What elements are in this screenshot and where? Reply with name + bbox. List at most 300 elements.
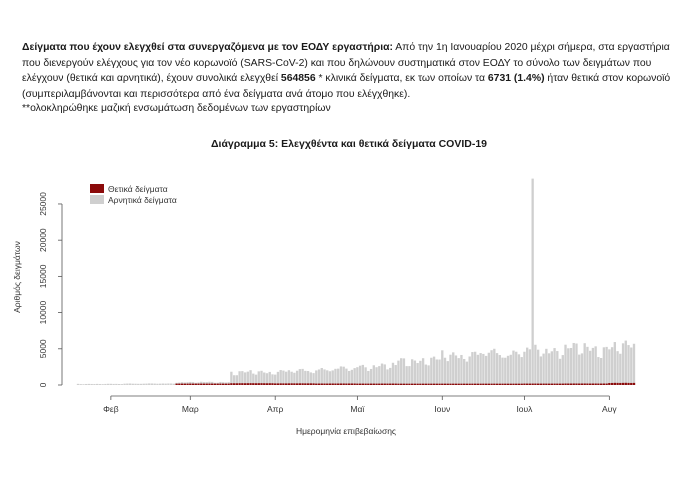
bar-positive-2020-03-12 — [219, 384, 221, 385]
bar-negative-2020-03-22 — [247, 372, 249, 385]
bar-negative-2020-05-31 — [438, 360, 440, 385]
bar-negative-2020-07-31 — [605, 347, 607, 385]
bar-negative-2020-05-17 — [400, 358, 402, 385]
bar-negative-2020-02-18 — [156, 384, 158, 385]
bar-positive-2020-04-13 — [307, 383, 309, 385]
bar-negative-2020-01-21 — [80, 384, 82, 385]
bar-positive-2020-03-05 — [200, 384, 202, 385]
bar-positive-2020-07-11 — [551, 384, 553, 385]
bar-positive-2020-07-12 — [553, 384, 555, 385]
bar-negative-2020-05-13 — [389, 368, 391, 385]
bar-negative-2020-02-01 — [110, 384, 112, 385]
bar-positive-2020-04-16 — [315, 384, 317, 385]
bar-positive-2020-04-18 — [321, 384, 323, 385]
bar-negative-2020-06-17 — [485, 356, 487, 385]
bar-positive-2020-04-10 — [299, 383, 301, 385]
bar-positive-2020-04-01 — [274, 383, 276, 385]
bar-negative-2020-05-30 — [436, 359, 438, 385]
bar-positive-2020-04-05 — [285, 383, 287, 385]
bar-positive-2020-04-04 — [282, 383, 284, 385]
bar-positive-2020-06-23 — [501, 384, 503, 385]
bar-negative-2020-02-02 — [112, 384, 114, 385]
bar-positive-2020-03-29 — [266, 383, 268, 385]
bar-negative-2020-08-07 — [625, 341, 627, 385]
bar-positive-2020-06-05 — [452, 384, 454, 385]
bar-negative-2020-02-20 — [162, 384, 164, 385]
bar-negative-2020-03-27 — [260, 371, 262, 385]
positive-count-value: 6731 — [487, 73, 512, 84]
bar-negative-2020-07-15 — [562, 355, 564, 385]
bar-negative-2020-02-03 — [115, 384, 117, 385]
bar-negative-2020-06-20 — [493, 349, 495, 385]
bar-negative-2020-06-09 — [463, 359, 465, 385]
bar-positive-2020-02-26 — [178, 384, 180, 385]
bar-negative-2020-08-06 — [622, 343, 624, 385]
bar-negative-2020-05-28 — [430, 358, 432, 385]
bar-negative-2020-06-15 — [479, 353, 481, 385]
bar-positive-2020-04-28 — [348, 384, 350, 385]
bar-positive-2020-05-29 — [433, 384, 435, 385]
bar-negative-2020-04-08 — [293, 373, 295, 385]
bar-positive-2020-03-25 — [255, 383, 257, 385]
bar-positive-2020-08-09 — [630, 383, 632, 385]
y-tick-label-20000: 20000 — [38, 228, 48, 252]
bar-negative-2020-04-23 — [334, 369, 336, 385]
bar-negative-2020-07-05 — [534, 345, 536, 385]
legend-label-positive: Θετικά δείγματα — [108, 184, 168, 194]
bar-positive-2020-05-16 — [397, 384, 399, 385]
bar-negative-2020-07-01 — [523, 352, 525, 385]
bar-negative-2020-07-10 — [548, 353, 550, 385]
bar-positive-2020-03-17 — [233, 383, 235, 385]
legend-label-negative: Αρνητικά δείγματα — [108, 195, 177, 205]
bar-positive-2020-07-07 — [540, 384, 542, 385]
bar-positive-2020-04-15 — [312, 383, 314, 385]
bar-positive-2020-05-12 — [386, 384, 388, 385]
bar-negative-2020-06-27 — [512, 351, 514, 385]
bar-positive-2020-06-20 — [493, 384, 495, 385]
bar-positive-2020-06-10 — [466, 384, 468, 385]
bar-positive-2020-05-21 — [411, 384, 413, 385]
bar-negative-2020-04-13 — [307, 371, 309, 385]
bar-negative-2020-07-24 — [586, 347, 588, 385]
bar-positive-2020-05-05 — [367, 384, 369, 385]
bar-negative-2020-06-25 — [507, 356, 509, 385]
bar-positive-2020-03-04 — [197, 384, 199, 385]
bar-negative-2020-07-02 — [526, 348, 528, 385]
bar-negative-2020-06-01 — [441, 350, 443, 385]
bar-positive-2020-03-23 — [249, 383, 251, 385]
bar-positive-2020-05-14 — [392, 384, 394, 385]
bar-positive-2020-03-28 — [263, 383, 265, 385]
bar-negative-2020-07-12 — [553, 348, 555, 385]
bar-positive-2020-02-29 — [186, 384, 188, 385]
bar-positive-2020-04-21 — [329, 384, 331, 385]
bar-negative-2020-06-24 — [504, 358, 506, 385]
bar-negative-2020-07-21 — [578, 355, 580, 385]
bar-positive-2020-07-29 — [600, 384, 602, 385]
bar-positive-2020-07-08 — [542, 384, 544, 385]
bar-positive-2020-06-21 — [496, 384, 498, 385]
bar-negative-2020-07-23 — [584, 343, 586, 385]
bar-positive-2020-03-18 — [236, 383, 238, 385]
bar-positive-2020-03-26 — [258, 383, 260, 385]
bar-positive-2020-04-23 — [334, 384, 336, 385]
bar-negative-2020-05-21 — [411, 359, 413, 385]
bar-negative-2020-07-08 — [542, 354, 544, 385]
bar-positive-2020-04-02 — [277, 383, 279, 385]
bar-negative-2020-02-09 — [132, 384, 134, 385]
bar-positive-2020-06-12 — [471, 384, 473, 385]
bar-negative-2020-04-29 — [351, 370, 353, 385]
bar-positive-2020-03-10 — [214, 384, 216, 385]
bar-negative-2020-04-11 — [301, 369, 303, 385]
bar-negative-2020-04-28 — [348, 371, 350, 385]
bar-positive-2020-04-09 — [296, 383, 298, 385]
bar-positive-2020-03-19 — [238, 383, 240, 385]
bar-positive-2020-07-16 — [564, 383, 566, 385]
bar-positive-2020-07-06 — [537, 384, 539, 385]
bar-negative-2020-04-30 — [353, 368, 355, 385]
bar-negative-2020-06-26 — [510, 355, 512, 385]
bar-negative-2020-06-06 — [455, 355, 457, 385]
bar-negative-2020-07-06 — [537, 350, 539, 385]
bar-negative-2020-06-14 — [477, 355, 479, 385]
bar-positive-2020-03-22 — [247, 383, 249, 385]
chart-title: Διάγραμμα 5: Ελεγχθέντα και θετικά δείγματα COVID-19 — [210, 138, 488, 150]
bar-positive-2020-05-15 — [395, 384, 397, 385]
bar-positive-2020-06-02 — [444, 384, 446, 385]
bar-positive-2020-03-11 — [217, 384, 219, 385]
bar-positive-2020-06-30 — [521, 384, 523, 385]
bar-negative-2020-04-15 — [312, 373, 314, 385]
bar-negative-2020-05-16 — [397, 361, 399, 385]
bar-negative-2020-04-06 — [288, 370, 290, 385]
x-tick-label-3: Μαϊ — [350, 404, 365, 414]
bar-negative-2020-06-19 — [490, 350, 492, 385]
bar-negative-2020-01-25 — [91, 384, 93, 385]
bar-positive-2020-07-09 — [545, 384, 547, 385]
bar-negative-2020-04-26 — [343, 367, 345, 385]
bar-negative-2020-01-22 — [82, 384, 84, 385]
bar-negative-2020-05-02 — [359, 366, 361, 385]
bar-positive-2020-04-22 — [332, 383, 334, 385]
bar-negative-2020-02-10 — [134, 384, 136, 385]
bar-negative-2020-02-17 — [154, 384, 156, 385]
bar-negative-2020-08-04 — [616, 351, 618, 385]
bar-negative-2020-07-29 — [600, 358, 602, 385]
bar-negative-2020-06-13 — [474, 352, 476, 385]
bar-negative-2020-05-03 — [362, 365, 364, 385]
bar-positive-2020-05-02 — [359, 384, 361, 385]
bar-positive-2020-04-27 — [345, 384, 347, 385]
bar-positive-2020-07-24 — [586, 384, 588, 385]
bar-positive-2020-04-11 — [301, 383, 303, 385]
bar-negative-2020-04-22 — [332, 370, 334, 385]
bar-negative-2020-07-09 — [545, 349, 547, 385]
bar-negative-2020-03-16 — [230, 372, 232, 385]
bar-positive-2020-07-14 — [559, 384, 561, 385]
bar-negative-2020-07-20 — [575, 344, 577, 385]
bar-positive-2020-06-17 — [485, 384, 487, 385]
bar-negative-2020-07-13 — [556, 351, 558, 385]
bar-negative-2020-05-12 — [386, 369, 388, 385]
bar-negative-2020-02-11 — [137, 384, 139, 385]
total-tests-value: 564856 — [280, 73, 316, 84]
bar-positive-2020-03-09 — [211, 384, 213, 385]
bar-positive-2020-03-02 — [192, 384, 194, 385]
x-tick-label-1: Μαρ — [181, 404, 199, 414]
bar-negative-2020-04-17 — [318, 369, 320, 385]
bar-positive-2020-06-28 — [515, 384, 517, 385]
bar-negative-2020-02-21 — [164, 384, 166, 385]
bar-positive-2020-04-17 — [318, 384, 320, 385]
bar-negative-2020-06-10 — [466, 362, 468, 385]
bar-positive-2020-07-28 — [597, 384, 599, 385]
bar-positive-2020-07-17 — [567, 384, 569, 385]
bar-positive-2020-06-19 — [490, 384, 492, 385]
bar-positive-2020-07-21 — [578, 384, 580, 385]
bar-negative-2020-08-09 — [630, 347, 632, 385]
bar-positive-2020-02-25 — [175, 384, 177, 385]
bar-negative-2020-07-04 — [531, 179, 533, 385]
bar-negative-2020-07-14 — [559, 359, 561, 385]
legend-swatch-negative — [90, 195, 104, 204]
bar-negative-2020-05-23 — [416, 363, 418, 385]
bar-positive-2020-05-27 — [427, 384, 429, 385]
bar-negative-2020-01-31 — [107, 384, 109, 385]
bar-positive-2020-05-20 — [408, 384, 410, 385]
bar-negative-2020-06-28 — [515, 352, 517, 385]
bar-negative-2020-06-21 — [496, 353, 498, 385]
bar-negative-2020-04-21 — [329, 371, 331, 385]
bar-negative-2020-04-04 — [282, 371, 284, 385]
bar-positive-2020-04-12 — [304, 383, 306, 385]
bar-positive-2020-08-03 — [614, 383, 616, 385]
bar-negative-2020-05-27 — [427, 365, 429, 385]
bar-positive-2020-03-07 — [206, 384, 208, 385]
bar-negative-2020-06-05 — [452, 352, 454, 385]
bar-negative-2020-05-25 — [422, 358, 424, 385]
bar-positive-2020-08-01 — [608, 383, 610, 385]
bar-negative-2020-05-26 — [425, 365, 427, 385]
bar-negative-2020-05-14 — [392, 363, 394, 385]
bar-positive-2020-03-27 — [260, 383, 262, 385]
bar-negative-2020-07-19 — [573, 343, 575, 385]
bar-positive-2020-07-19 — [573, 383, 575, 385]
bar-positive-2020-06-01 — [441, 384, 443, 385]
bar-positive-2020-05-10 — [381, 384, 383, 385]
bar-positive-2020-07-10 — [548, 384, 550, 385]
bar-negative-2020-03-23 — [249, 370, 251, 385]
bar-positive-2020-05-07 — [373, 384, 375, 385]
bar-negative-2020-05-06 — [370, 369, 372, 385]
y-axis-label: Αριθμός δειγμάτων — [12, 241, 22, 313]
bar-negative-2020-04-07 — [290, 372, 292, 385]
x-tick-label-0: Φεβ — [103, 404, 119, 414]
bar-positive-2020-07-18 — [570, 384, 572, 385]
bar-negative-2020-05-09 — [378, 366, 380, 385]
bar-negative-2020-04-02 — [277, 372, 279, 385]
bar-negative-2020-07-22 — [581, 353, 583, 385]
bar-positive-2020-04-07 — [290, 383, 292, 385]
bar-positive-2020-05-08 — [375, 384, 377, 385]
bar-negative-2020-05-08 — [375, 367, 377, 385]
bar-positive-2020-03-31 — [271, 383, 273, 385]
bar-positive-2020-02-27 — [181, 384, 183, 385]
bar-positive-2020-07-30 — [603, 384, 605, 385]
bar-positive-2020-05-18 — [403, 384, 405, 385]
bar-negative-2020-06-29 — [518, 354, 520, 385]
bar-positive-2020-05-31 — [438, 384, 440, 385]
bar-negative-2020-01-28 — [99, 384, 101, 385]
bar-positive-2020-06-22 — [499, 384, 501, 385]
bar-positive-2020-05-25 — [422, 384, 424, 385]
bar-negative-2020-05-11 — [384, 364, 386, 385]
bar-negative-2020-08-08 — [627, 345, 629, 385]
bar-negative-2020-03-19 — [238, 371, 240, 385]
bar-negative-2020-07-27 — [594, 346, 596, 385]
intro-heading: Δείγματα που έχουν ελεγχθεί στα συνεργαζόμενα με τον ΕΟΔΥ εργαστήρια: — [22, 42, 393, 53]
bar-positive-2020-06-29 — [518, 384, 520, 385]
bar-positive-2020-06-11 — [469, 384, 471, 385]
bar-positive-2020-08-10 — [633, 383, 635, 385]
bar-negative-2020-02-16 — [151, 383, 153, 385]
bar-negative-2020-07-26 — [592, 348, 594, 385]
bar-negative-2020-07-16 — [564, 345, 566, 385]
bar-negative-2020-04-19 — [323, 369, 325, 385]
bar-negative-2020-07-11 — [551, 351, 553, 385]
bar-negative-2020-04-10 — [299, 369, 301, 385]
bar-negative-2020-02-08 — [129, 384, 131, 385]
bar-negative-2020-02-04 — [118, 384, 120, 385]
bar-negative-2020-04-27 — [345, 369, 347, 385]
bar-positive-2020-04-19 — [323, 384, 325, 385]
bar-negative-2020-04-05 — [285, 372, 287, 385]
bar-negative-2020-06-11 — [469, 356, 471, 385]
bar-negative-2020-03-21 — [244, 372, 246, 385]
bar-positive-2020-08-04 — [616, 383, 618, 385]
bar-negative-2020-04-12 — [304, 371, 306, 385]
bar-positive-2020-07-04 — [531, 384, 533, 385]
x-tick-label-4: Ιουν — [434, 404, 451, 414]
bar-negative-2020-05-20 — [408, 366, 410, 385]
bar-positive-2020-04-03 — [280, 383, 282, 385]
x-axis-label: Ημερομηνία επιβεβαίωσης — [295, 426, 397, 436]
bar-negative-2020-01-29 — [101, 384, 103, 385]
x-tick-label-5: Ιουλ — [516, 404, 533, 414]
bar-positive-2020-04-29 — [351, 383, 353, 385]
bar-negative-2020-05-22 — [414, 361, 416, 385]
bar-positive-2020-03-24 — [252, 383, 254, 385]
bar-negative-2020-02-07 — [126, 384, 128, 385]
bar-negative-2020-04-25 — [340, 366, 342, 385]
y-tick-label-15000: 15000 — [38, 264, 48, 289]
bar-negative-2020-06-22 — [499, 355, 501, 385]
bar-positive-2020-04-06 — [288, 383, 290, 385]
bar-negative-2020-03-26 — [258, 371, 260, 385]
bar-negative-2020-05-18 — [403, 358, 405, 385]
bar-positive-2020-03-13 — [222, 384, 224, 385]
bar-negative-2020-06-16 — [482, 354, 484, 385]
bar-positive-2020-08-05 — [619, 383, 621, 385]
intro-text-2: * κλινικά δείγματα, εκ των οποίων τα — [315, 73, 488, 84]
bar-negative-2020-02-24 — [173, 384, 175, 385]
bar-positive-2020-06-26 — [510, 384, 512, 385]
bar-positive-2020-07-23 — [584, 383, 586, 385]
bar-positive-2020-06-25 — [507, 384, 509, 385]
bar-positive-2020-05-11 — [384, 384, 386, 385]
bar-negative-2020-08-05 — [619, 354, 621, 385]
footnote: **ολοκληρώθηκε μαζική ενσωμάτωση δεδομένων των εργαστηρίων — [22, 103, 331, 114]
bar-negative-2020-02-23 — [170, 383, 172, 385]
bar-negative-2020-05-07 — [373, 365, 375, 385]
bar-negative-2020-06-03 — [447, 361, 449, 385]
bar-negative-2020-03-28 — [263, 373, 265, 385]
bar-positive-2020-07-20 — [575, 383, 577, 385]
bar-positive-2020-03-03 — [195, 384, 197, 385]
bar-negative-2020-03-30 — [269, 372, 271, 385]
y-tick-label-5000: 5000 — [38, 339, 48, 359]
bar-negative-2020-02-15 — [148, 383, 150, 385]
bar-negative-2020-05-05 — [367, 371, 369, 385]
bar-negative-2020-04-24 — [337, 369, 339, 385]
bar-negative-2020-01-30 — [104, 384, 106, 385]
bar-positive-2020-04-08 — [293, 383, 295, 385]
bar-positive-2020-05-04 — [364, 384, 366, 385]
bar-positive-2020-06-13 — [474, 384, 476, 385]
bar-negative-2020-04-16 — [315, 370, 317, 385]
bar-negative-2020-02-13 — [143, 384, 145, 385]
bar-negative-2020-04-03 — [280, 370, 282, 385]
x-tick-label-2: Απρ — [267, 404, 284, 414]
bar-negative-2020-05-29 — [433, 357, 435, 385]
bar-negative-2020-06-04 — [449, 355, 451, 385]
bar-negative-2020-02-19 — [159, 384, 161, 385]
bar-negative-2020-04-18 — [321, 368, 323, 385]
bar-positive-2020-03-20 — [241, 383, 243, 385]
bar-positive-2020-08-06 — [622, 383, 624, 385]
y-tick-label-10000: 10000 — [38, 300, 48, 325]
bar-negative-2020-01-24 — [88, 384, 90, 385]
bar-negative-2020-01-23 — [85, 384, 87, 385]
bar-negative-2020-07-07 — [540, 356, 542, 385]
bar-positive-2020-08-07 — [625, 383, 627, 385]
bar-negative-2020-04-14 — [310, 372, 312, 385]
bar-negative-2020-07-25 — [589, 351, 591, 385]
bar-positive-2020-03-01 — [189, 384, 191, 385]
bar-positive-2020-06-03 — [447, 384, 449, 385]
bar-negative-2020-02-14 — [145, 384, 147, 385]
bar-negative-2020-08-02 — [611, 347, 613, 385]
y-tick-label-0: 0 — [38, 382, 48, 388]
bar-positive-2020-06-27 — [512, 384, 514, 385]
bar-positive-2020-06-15 — [479, 384, 481, 385]
bar-positive-2020-05-13 — [389, 384, 391, 385]
bar-positive-2020-06-07 — [458, 384, 460, 385]
bar-positive-2020-07-01 — [523, 384, 525, 385]
bar-negative-2020-06-12 — [471, 352, 473, 385]
bar-positive-2020-03-30 — [269, 383, 271, 385]
x-tick-label-6: Αυγ — [602, 404, 617, 414]
bar-positive-2020-04-20 — [326, 384, 328, 385]
intro-text-3: ήταν θετικά στον κορωνοϊό (συμπεριλαμβάνονται και περισσότερα από ένα δείγματα ανά άτομο που ελέγχθηκε). — [22, 73, 671, 100]
bar-positive-2020-07-27 — [594, 384, 596, 385]
bar-negative-2020-07-03 — [529, 349, 531, 385]
bar-positive-2020-07-13 — [556, 384, 558, 385]
bar-positive-2020-02-28 — [184, 384, 186, 385]
bar-positive-2020-05-22 — [414, 384, 416, 385]
